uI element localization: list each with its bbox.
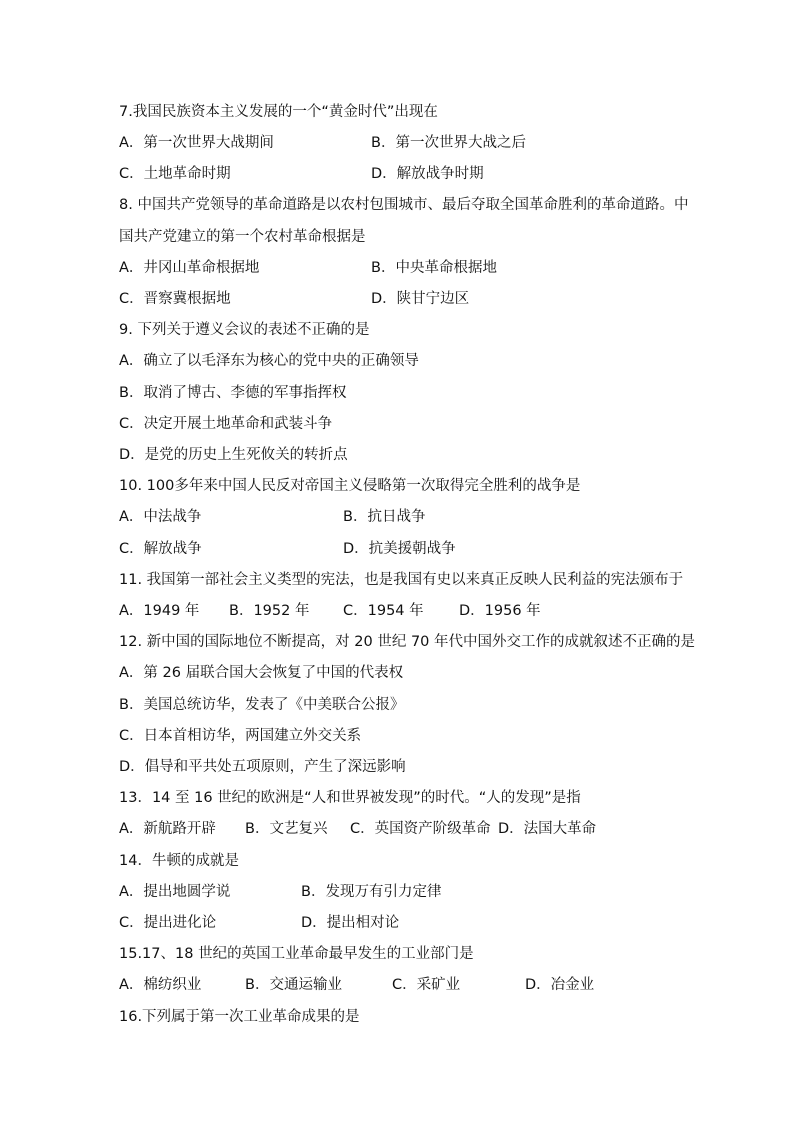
question-8-option-d: D．陕甘宁边区 <box>371 291 470 307</box>
question-15-option-d: D．冶金业 <box>525 977 595 993</box>
question-10-option-b: B．抗日战争 <box>343 509 426 525</box>
question-12-option-d: D．倡导和平共处五项原则，产生了深远影响 <box>119 759 406 775</box>
question-7-option-d: D．解放战争时期 <box>371 166 484 182</box>
question-14-option-c: C．提出进化论 <box>119 915 217 931</box>
question-15-option-b: B．交通运输业 <box>245 977 342 993</box>
question-13-option-a: A．新航路开辟 <box>119 821 216 837</box>
question-12-option-c: C．日本首相访华，两国建立外交关系 <box>119 728 362 744</box>
question-11-option-d: D．1956 年 <box>459 603 541 619</box>
question-7-stem: 7.我国民族资本主义发展的一个“黄金时代”出现在 <box>119 104 438 120</box>
question-9-stem: 9. 下列关于遵义会议的表述不正确的是 <box>119 322 370 338</box>
question-14-option-d: D．提出相对论 <box>301 915 400 931</box>
question-12-stem: 12. 新中国的国际地位不断提高，对 20 世纪 70 年代中国外交工作的成就叙述不正确的是 <box>119 634 696 650</box>
question-9-option-a: A．确立了以毛泽东为核心的党中央的正确领导 <box>119 353 419 369</box>
question-10-option-c: C．解放战争 <box>119 541 202 557</box>
question-8-stem-line-1: 8. 中国共产党领导的革命道路是以农村包围城市、最后夺取全国革命胜利的革命道路。中 <box>119 197 689 213</box>
question-14-option-b: B．发现万有引力定律 <box>301 884 442 900</box>
question-10-stem: 10. 100多年来中国人民反对帝国主义侵略第一次取得完全胜利的战争是 <box>119 478 581 494</box>
question-9-option-b: B．取消了博古、李德的军事指挥权 <box>119 385 347 401</box>
question-12-option-b: B．美国总统访华，发表了《中美联合公报》 <box>119 697 405 713</box>
question-13-option-b: B．文艺复兴 <box>245 821 328 837</box>
question-9-option-c: C．决定开展土地革命和武装斗争 <box>119 416 333 432</box>
question-7-option-c: C．土地革命时期 <box>119 166 231 182</box>
question-13-option-c: C．英国资产阶级革命 <box>350 821 491 837</box>
question-13-option-d: D．法国大革命 <box>498 821 597 837</box>
question-8-option-a: A．井冈山革命根据地 <box>119 260 260 276</box>
question-8-option-b: B．中央革命根据地 <box>371 260 497 276</box>
question-8-stem-line-2: 国共产党建立的第一个农村革命根据是 <box>119 229 366 245</box>
question-12-option-a: A．第 26 届联合国大会恢复了中国的代表权 <box>119 665 404 681</box>
question-15-option-a: A．棉纺织业 <box>119 977 202 993</box>
question-14-option-a: A．提出地圆学说 <box>119 884 231 900</box>
question-15-stem: 15.17、18 世纪的英国工业革命最早发生的工业部门是 <box>119 946 474 962</box>
question-13-stem: 13．14 至 16 世纪的欧洲是“人和世界被发现”的时代。“人的发现”是指 <box>119 790 581 806</box>
question-14-stem: 14．牛顿的成就是 <box>119 853 239 869</box>
question-15-option-c: C．采矿业 <box>392 977 461 993</box>
question-11-option-c: C．1954 年 <box>343 603 424 619</box>
question-11-option-b: B．1952 年 <box>229 603 310 619</box>
question-10-option-d: D．抗美援朝战争 <box>343 541 456 557</box>
question-9-option-d: D．是党的历史上生死攸关的转折点 <box>119 447 348 463</box>
question-10-option-a: A．中法战争 <box>119 509 202 525</box>
question-16-stem: 16.下列属于第一次工业革命成果的是 <box>119 1009 360 1025</box>
question-11-option-a: A．1949 年 <box>119 603 200 619</box>
question-8-option-c: C．晋察冀根据地 <box>119 291 231 307</box>
question-11-stem: 11. 我国第一部社会主义类型的宪法，也是我国有史以来真正反映人民利益的宪法颁布于 <box>119 572 684 588</box>
question-7-option-b: B．第一次世界大战之后 <box>371 135 526 151</box>
question-7-option-a: A．第一次世界大战期间 <box>119 135 274 151</box>
